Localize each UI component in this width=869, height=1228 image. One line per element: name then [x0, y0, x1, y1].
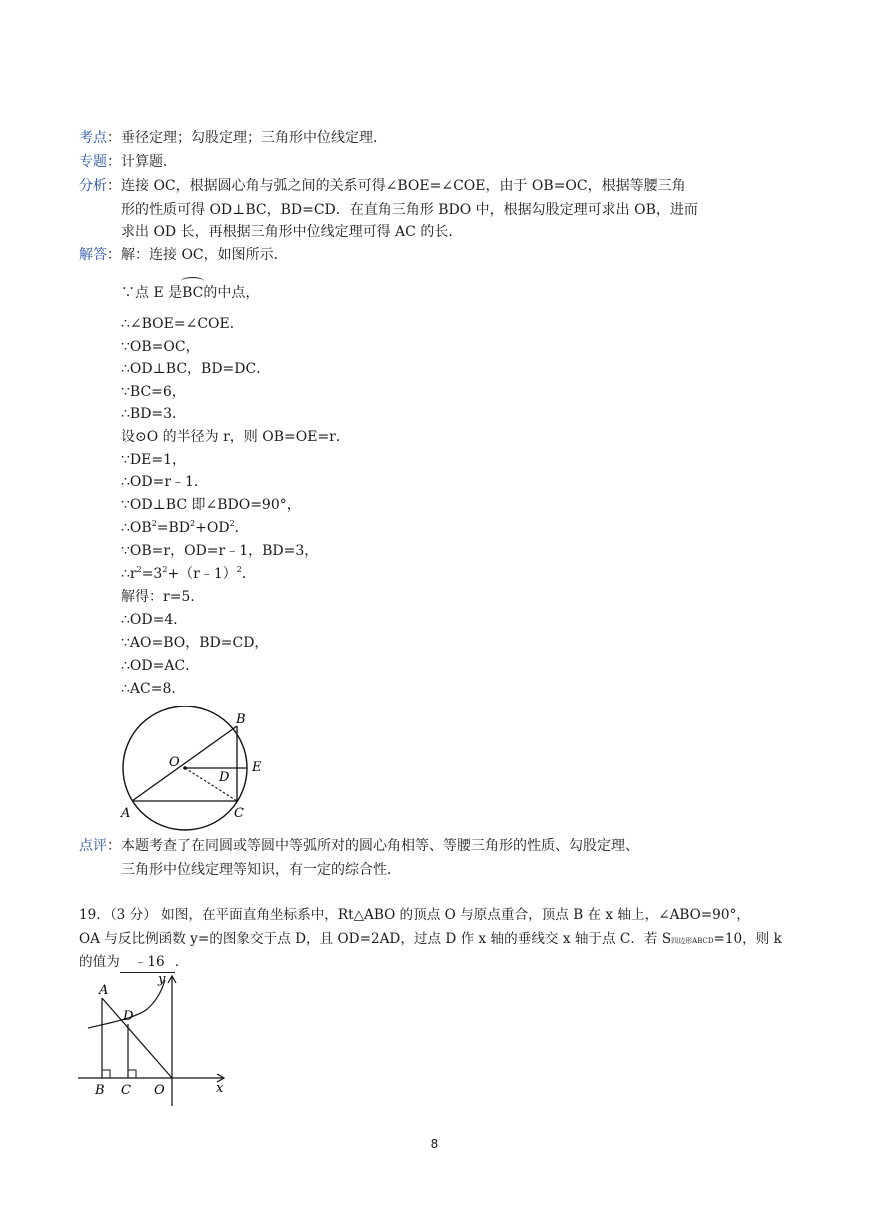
equation-pythagoras: $\therefore OB^2=BD^2+OD^2$．: [121, 519, 249, 536]
kaodian-label: 考点: [79, 130, 107, 146]
label-c: C: [121, 1083, 131, 1098]
segment-ab: [132, 726, 237, 801]
q19-line: OA 与反比例函数 y=的图象交于点 D，且 OD=2AD，过点 D 作 x 轴的垂线交 x 轴于点 C．若 S四边形ABCD=10，则 k: [79, 931, 782, 947]
right-angle-c: [128, 1070, 136, 1078]
label-b: B: [95, 1083, 105, 1098]
center-point: [183, 766, 187, 770]
jieda-label: 解答: [79, 247, 107, 263]
solution-step: ∵AO=BO，BD=CD，: [121, 635, 269, 651]
arc-bc: BC: [182, 281, 203, 303]
label-o: O: [154, 1083, 165, 1098]
kaodian-text: ：垂径定理；勾股定理；三角形中位线定理．: [107, 130, 387, 146]
coordinate-figure: [74, 970, 234, 1110]
solution-step: ∵OB=OC，: [121, 339, 200, 355]
solution-step: ∴OD=r﹣1．: [121, 474, 208, 490]
q19-line: 的值为 ﹣16 ．: [79, 952, 188, 973]
dianping-line: ：本题考查了在同圆或等圆中等弧所对的圆心角相等、等腰三角形的性质、勾股定理、: [107, 838, 639, 854]
solution-step: 设⊙O 的半径为 r，则 OB=OE=r．: [121, 429, 350, 445]
fenxi-row: [79, 176, 686, 196]
q19-line: 19．（3 分） 如图，在平面直角坐标系中，Rt△ABO 的顶点 O 与原点重合，顶点 B 在 x 轴上，∠ABO=90°，: [79, 907, 750, 923]
solution-step: ∵点 E 是BC的中点，: [121, 281, 259, 303]
dianping-line: 三角形中位线定理等知识，有一定的综合性．: [121, 862, 401, 878]
label-b: B: [236, 712, 246, 727]
kaodian-row: [79, 128, 387, 148]
dianping-label: 点评: [79, 838, 107, 854]
solution-step: ∵OB=r，OD=r﹣1，BD=3，: [121, 543, 319, 559]
answer-blank: ﹣16: [120, 952, 175, 973]
dianping-row: [79, 836, 639, 856]
label-y: y: [158, 972, 166, 987]
right-angle-b: [102, 1070, 110, 1078]
solution-step: 解得：r=5．: [121, 589, 205, 605]
solution-step: ∴OD=4．: [121, 612, 188, 628]
label-a: A: [99, 983, 109, 998]
label-d: D: [219, 770, 230, 785]
solution-step: ∴AC=8．: [121, 681, 186, 697]
solution-step: ∴BD=3．: [121, 406, 187, 422]
fenxi-line: ：连接 OC，根据圆心角与弧之间的关系可得∠BOE=∠COE，由于 OB=OC，根据等腰三角: [107, 178, 686, 194]
zhuanti-label: 专题: [79, 154, 107, 170]
zhuanti-text: ：计算题．: [107, 154, 177, 170]
label-o: O: [169, 755, 180, 770]
jieda-row: [79, 245, 288, 265]
jieda-text: ：解：连接 OC，如图所示．: [107, 247, 288, 263]
equation-r: $\therefore r^2=3^2+(r﹣1)^2$．: [121, 565, 256, 582]
solution-step: ∴OD⊥BC，BD=DC．: [121, 361, 271, 377]
solution-step: ∵BC=6，: [121, 384, 186, 400]
fenxi-label: 分析: [79, 178, 107, 194]
label-a: A: [121, 806, 131, 821]
label-x: x: [216, 1081, 224, 1096]
solution-step: ∵OD⊥BC 即∠BDO=90°，: [121, 497, 301, 513]
label-e: E: [252, 760, 262, 775]
circle-figure: [110, 706, 280, 832]
segment-ao: [102, 998, 172, 1078]
label-d: D: [123, 1009, 134, 1024]
page-number: 8: [430, 1137, 439, 1151]
zhuanti-row: [79, 152, 177, 172]
solution-step: ∴OD=AC．: [121, 658, 200, 674]
solution-step: ∵DE=1，: [121, 452, 186, 468]
solution-step: ∴∠BOE=∠COE．: [121, 316, 244, 332]
fenxi-line: 求出 OD 长，再根据三角形中位线定理可得 AC 的长．: [121, 224, 463, 240]
label-c: C: [234, 806, 244, 821]
fenxi-line: 形的性质可得 OD⊥BC，BD=CD．在直角三角形 BDO 中，根据勾股定理可求出 OB，进而: [121, 202, 698, 218]
